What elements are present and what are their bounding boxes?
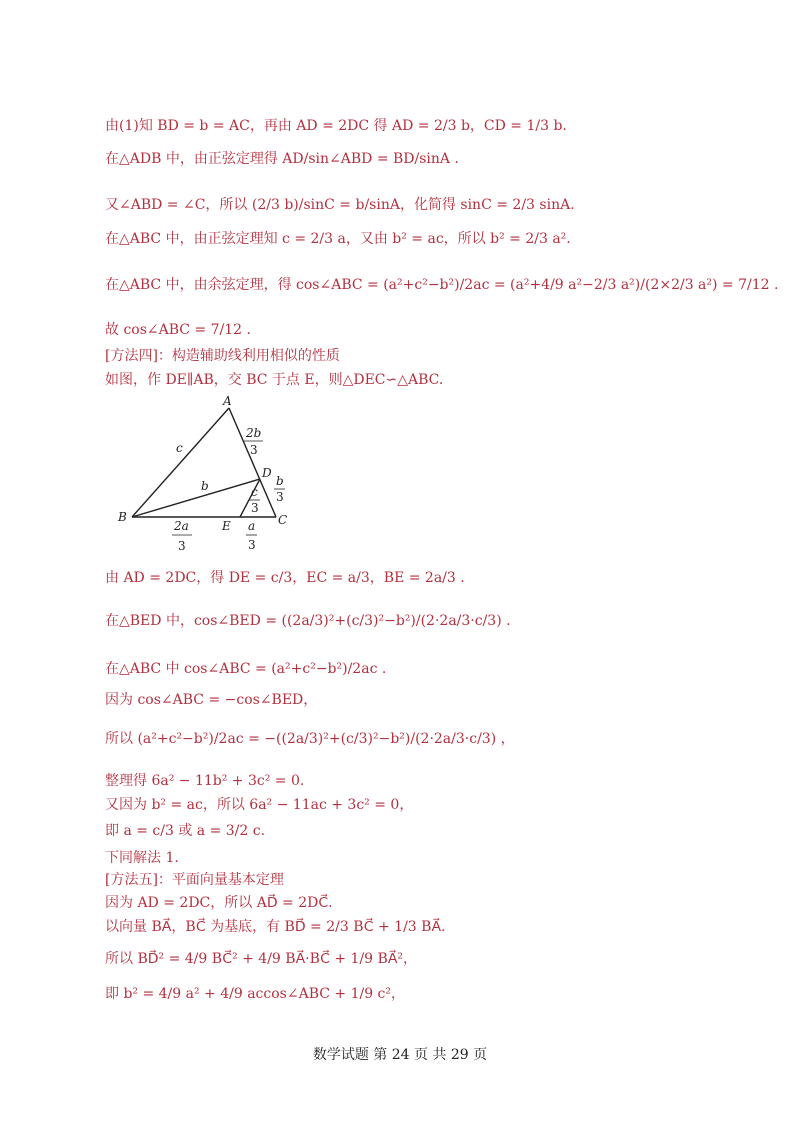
label-c: c <box>176 441 183 455</box>
label-E: E <box>222 519 231 533</box>
segment-DE <box>240 479 260 517</box>
label-b: b <box>201 479 209 493</box>
text-line-3: 又∠ABD = ∠C，所以 (2/3 b)/sinC = b/sinA，化简得 sinC = 2/3 sinA. <box>105 197 575 213</box>
text-line-1: 由(1)知 BD = b = AC，再由 AD = 2DC 得 AD = 2/3 b，CD = 1/3 b. <box>105 118 567 134</box>
label-BE-den: 3 <box>178 539 186 553</box>
text-line-7: [方法四]：构造辅助线利用相似的性质 <box>105 348 340 364</box>
text-line-6: 故 cos∠ABC = 7/12 . <box>105 322 251 338</box>
label-D: D <box>262 466 272 480</box>
text-line-9: 由 AD = 2DC，得 DE = c/3，EC = a/3，BE = 2a/3 . <box>105 570 465 586</box>
label-DE-den: 3 <box>251 501 259 515</box>
label-DE-num: c <box>251 485 258 499</box>
label-C: C <box>278 513 288 527</box>
label-A: A <box>223 394 232 408</box>
text-line-13: 所以 (a²+c²−b²)/2ac = −((2a/3)²+(c/3)²−b²)/(2·2a/3·c/3) ， <box>105 731 515 747</box>
label-BE-num: 2a <box>174 519 189 533</box>
label-AD-num: 2b <box>246 426 262 440</box>
text-line-21: 所以 BD⃗² = 4/9 BC⃗² + 4/9 BA⃗·BC⃗ + 1/9 BA⃗²， <box>105 951 418 967</box>
label-EC-den: 3 <box>248 538 256 552</box>
label-B: B <box>118 510 127 524</box>
text-line-2: 在△ADB 中，由正弦定理得 AD/sin∠ABD = BD/sinA . <box>105 151 459 167</box>
text-line-10: 在△BED 中，cos∠BED = ((2a/3)²+(c/3)²−b²)/(2·2a/3·c/3) . <box>105 613 511 629</box>
text-line-5: 在△ABC 中，由余弦定理，得 cos∠ABC = (a²+c²−b²)/2ac = (a²+4/9 a²−2/3 a²)/(2×2/3 a²) = 7/12 . <box>105 277 779 293</box>
text-line-19: 因为 AD = 2DC，所以 AD⃗ = 2DC⃗. <box>105 895 333 911</box>
side-AB <box>132 408 229 517</box>
text-line-17: 下同解法 1. <box>105 850 179 866</box>
text-line-18: [方法五]：平面向量基本定理 <box>105 872 284 888</box>
text-line-11: 在△ABC 中 cos∠ABC = (a²+c²−b²)/2ac . <box>105 661 387 677</box>
text-line-14: 整理得 6a² − 11b² + 3c² = 0. <box>105 773 305 789</box>
page-footer: 数学试题 第 24 页 共 29 页 <box>312 1047 488 1063</box>
label-EC-num: a <box>248 519 256 533</box>
text-line-12: 因为 cos∠ABC = −cos∠BED， <box>105 692 318 708</box>
text-line-8: 如图，作 DE∥AB，交 BC 于点 E，则△DEC∽△ABC. <box>105 372 444 388</box>
side-AC <box>229 408 276 517</box>
text-line-15: 又因为 b² = ac，所以 6a² − 11ac + 3c² = 0， <box>105 797 414 813</box>
text-line-20: 以向量 BA⃗，BC⃗ 为基底，有 BD⃗ = 2/3 BC⃗ + 1/3 BA⃗. <box>105 919 446 935</box>
label-AD-den: 3 <box>250 443 258 457</box>
text-line-16: 即 a = c/3 或 a = 3/2 c. <box>105 823 266 839</box>
label-DC-num: b <box>276 474 284 488</box>
text-line-4: 在△ABC 中，由正弦定理知 c = 2/3 a，又由 b² = ac，所以 b² = 2/3 a². <box>105 231 571 247</box>
text-line-22: 即 b² = 4/9 a² + 4/9 accos∠ABC + 1/9 c²， <box>105 986 406 1002</box>
segment-BD <box>132 479 260 517</box>
label-DC-den: 3 <box>276 490 284 504</box>
